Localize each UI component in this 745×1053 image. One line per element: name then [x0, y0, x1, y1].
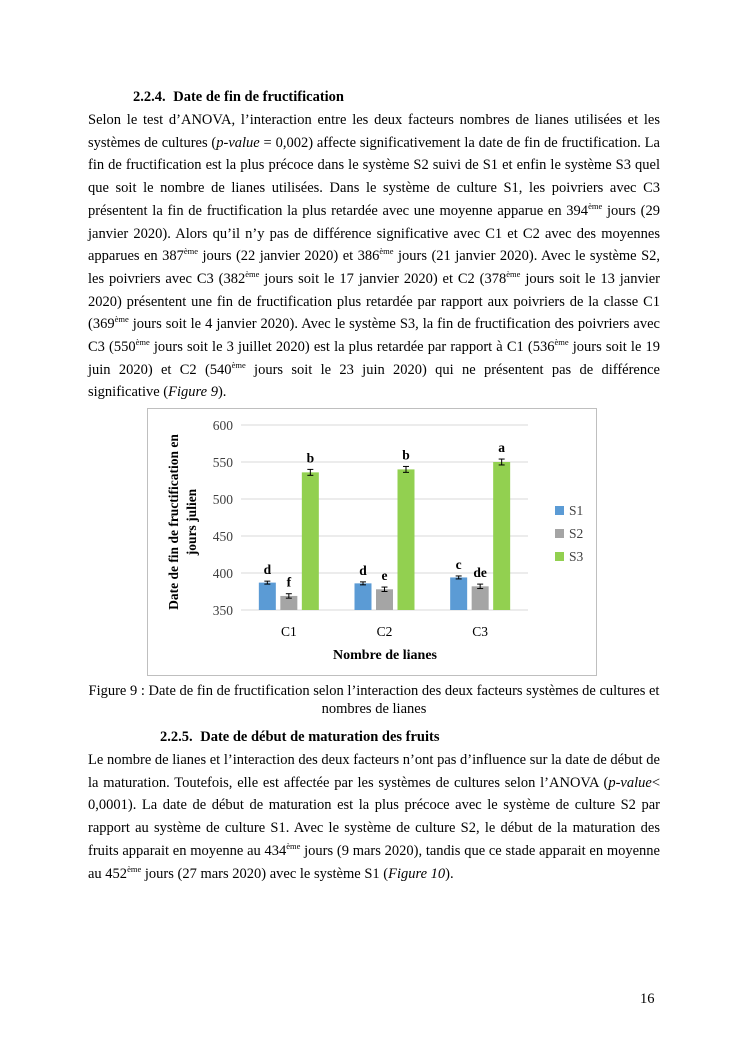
- bar-s2-c3: [472, 586, 489, 610]
- figure-caption: Figure 9 : Date de fin de fructification selon l’interaction des deux facteurs systèmes de cultures et nombres de lianes: [88, 683, 660, 717]
- section-heading-2-2-4: [133, 89, 344, 106]
- legend-label-s2: S2: [569, 526, 584, 541]
- significance-letter: a: [498, 440, 506, 456]
- bar-s3-c2: [398, 469, 415, 610]
- y-tick-label: 600: [212, 418, 233, 433]
- figure-9-chart: [147, 408, 597, 676]
- paragraph-maturation: Le nombre de lianes et l’interaction des deux facteurs n’ont pas d’influence sur la date de début de la maturation. Toutefois, elle est affectée par les systèmes de cultures selon l’ANOVA (p-value< 0,0001). La date de début de maturation est la plus précoce avec le système de culture S2 par rapport au système de culture S1. Avec le système de culture S2, le début de la maturation des fruits apparait en moyenne au 434ème jours (9 mars 2020), tandis que ce stade apparait en moyenne au 452ème jours (27 mars 2020) avec le système S1 (Figure 10).: [88, 752, 660, 882]
- y-axis-label-line2: jours julien: [184, 488, 199, 556]
- bar-s3-c1: [302, 472, 319, 610]
- significance-letter: c: [455, 556, 462, 572]
- x-tick-label: C2: [376, 624, 393, 639]
- legend-label-s1: S1: [569, 503, 584, 518]
- chart-svg: [148, 409, 596, 675]
- y-tick-label: 450: [212, 529, 233, 544]
- significance-letter: e: [381, 568, 388, 584]
- bar-s1-c1: [259, 583, 276, 610]
- section-number: 2.2.4.: [133, 89, 166, 105]
- significance-letter: d: [359, 562, 367, 578]
- x-tick-label: C3: [472, 624, 489, 639]
- chart-legend: [555, 503, 584, 564]
- y-tick-label: 400: [212, 566, 233, 581]
- page-number: 16: [640, 991, 655, 1007]
- legend-label-s3: S3: [569, 549, 584, 564]
- bar-s1-c2: [355, 583, 372, 610]
- significance-letter: d: [263, 562, 272, 578]
- legend-swatch-s2: [555, 529, 564, 538]
- bar-s1-c3: [450, 577, 467, 610]
- x-tick-label: C1: [280, 624, 297, 639]
- y-tick-label: 350: [212, 603, 233, 618]
- y-tick-label: 500: [212, 492, 233, 507]
- significance-letter: b: [306, 450, 315, 466]
- bar-s2-c2: [376, 589, 393, 610]
- significance-letter: b: [402, 447, 410, 463]
- x-axis-label: Nombre de lianes: [333, 648, 437, 663]
- y-axis-ticks: [213, 418, 234, 618]
- legend-swatch-s3: [555, 552, 564, 561]
- x-axis-ticks: [281, 624, 488, 639]
- chart-bars: [259, 440, 510, 610]
- significance-letter: f: [286, 574, 292, 590]
- section-title: Date de fin de fructification: [173, 89, 344, 105]
- legend-swatch-s1: [555, 506, 564, 515]
- section-number: 2.2.5.: [160, 729, 193, 745]
- paragraph-fructification: Selon le test d’ANOVA, l’interaction entre les deux facteurs nombres de lianes utilisées et les systèmes de cultures (p-value = 0,002) affecte significativement la date de fin de fructification. La fin de fructification est la plus précoce dans le système S2 suivi de S1 et enfin le système S3 quel que soit le nombre de lianes utilisées. Dans le système de culture S1, les poivriers avec C3 présentent la fin de fructification la plus retardée avec une moyenne apparue en 394ème jours (29 janvier 2020). Alors qu’il n’y pas de différence significative avec C1 et C2 avec des moyennes apparues en 387ème jours (22 janvier 2020) et 386ème jours (21 janvier 2020). Avec le système S2, les poivriers avec C3 (382ème jours soit le 17 janvier 2020) et C2 (378ème jours soit le 13 janvier 2020) présentent une fin de fructification plus retardée par rapport aux poivriers de la classe C1 (369ème jours soit le 4 janvier 2020). Avec le système S3, la fin de fructification des poivriers avec C3 (550ème jours soit le 3 juillet 2020) est la plus retardée par rapport à C1 (536ème jours soit le 19 juin 2020) et C2 (540ème jours soit le 23 juin 2020) qui ne présentent pas de différence significative (Figure 9).: [88, 112, 661, 401]
- significance-letter: de: [473, 565, 487, 581]
- section-heading-2-2-5: [160, 729, 440, 746]
- section-title: Date de début de maturation des fruits: [200, 729, 440, 745]
- bar-s3-c3: [493, 462, 510, 610]
- y-tick-label: 550: [212, 455, 233, 470]
- y-axis-label-line1: Date de fin de fructification en: [166, 434, 181, 610]
